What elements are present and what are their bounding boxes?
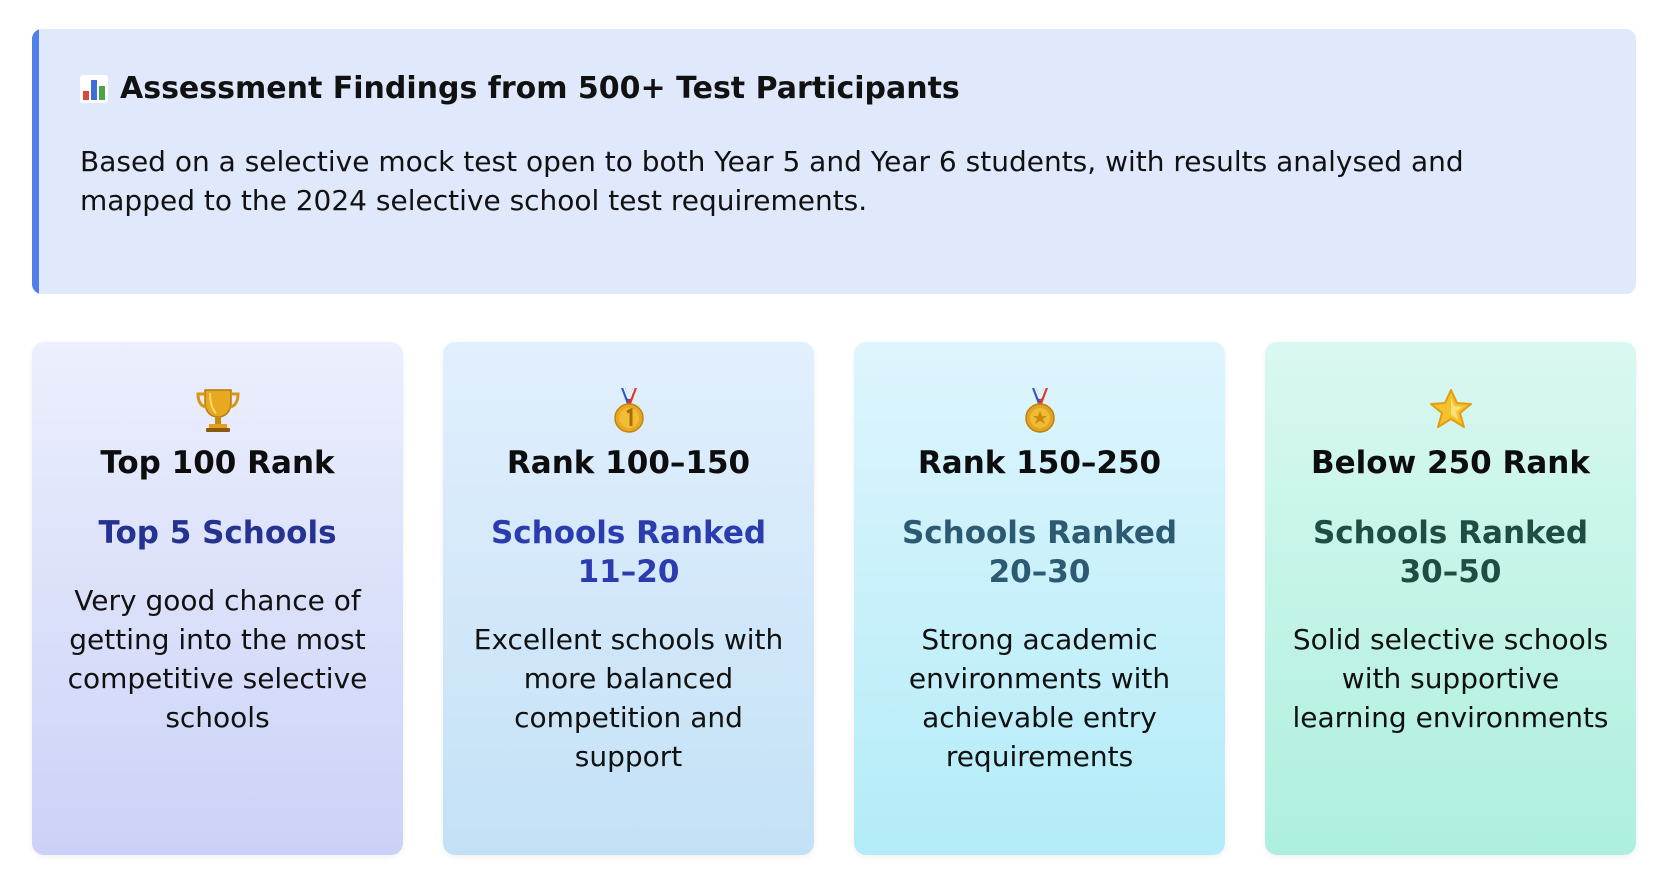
assessment-info-box <box>32 29 1636 294</box>
rank-card-100-150 <box>443 342 814 855</box>
card-rank-label: Rank 150–250 <box>917 445 1162 481</box>
card-rank-label: Rank 100–150 <box>506 445 751 481</box>
card-schools-label: Top 5 Schools <box>98 515 337 551</box>
rank-card-150-250 <box>854 342 1225 855</box>
rank-card-top-100 <box>32 342 403 855</box>
info-title-row <box>80 69 1588 109</box>
info-title: Assessment Findings from 500+ Test Participants <box>120 71 960 106</box>
card-description: Strong academic environments with achievable entry requirements <box>908 623 1171 773</box>
rank-card-below-250 <box>1265 342 1636 855</box>
card-schools-label: Schools Ranked 20–30 <box>901 515 1178 590</box>
info-description: Based on a selective mock test open to both Year 5 and Year 6 students, with results analysed and mapped to the 2024 selective school test requirements. <box>80 145 1464 217</box>
rank-cards <box>32 342 1636 855</box>
bar-chart-icon <box>80 75 108 103</box>
card-description: Excellent schools with more balanced competition and support <box>473 623 784 773</box>
card-schools-label: Schools Ranked 30–50 <box>1312 515 1589 590</box>
card-description: Solid selective schools with supportive learning environments <box>1292 623 1609 734</box>
first-place-medal-icon <box>465 384 792 436</box>
trophy-icon <box>54 384 381 436</box>
card-schools-label: Schools Ranked 11–20 <box>490 515 767 590</box>
card-description: Very good chance of getting into the most competitive selective schools <box>67 584 368 734</box>
info-accent-bar <box>32 29 39 294</box>
card-rank-label: Below 250 Rank <box>1311 445 1590 481</box>
medal-icon <box>876 384 1203 436</box>
card-rank-label: Top 100 Rank <box>100 445 335 481</box>
star-icon <box>1287 384 1614 436</box>
